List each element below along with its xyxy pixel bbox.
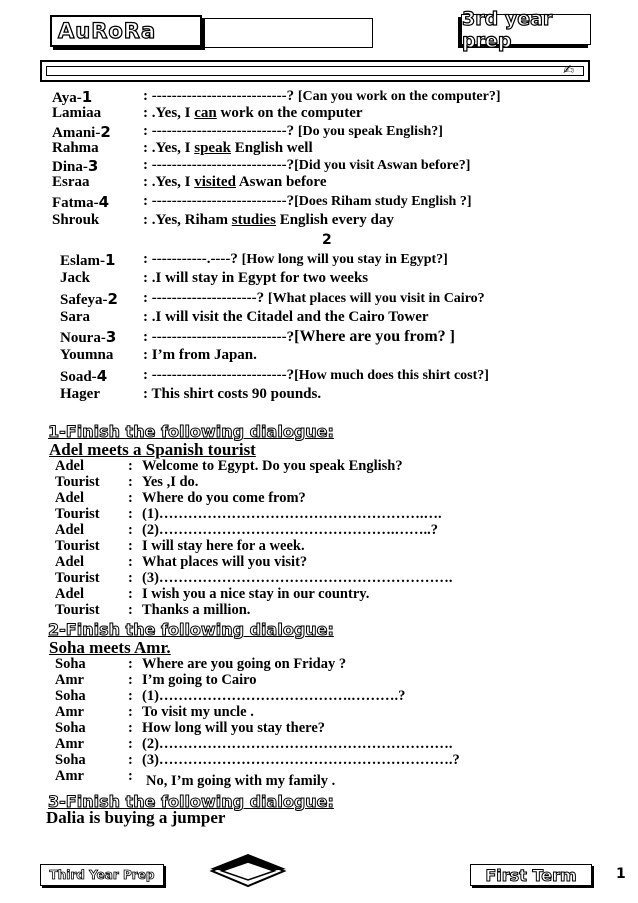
name-text: Dina- [52,159,88,175]
dialogue-speaker: Amr [55,768,84,784]
dialogue-colon: : [128,672,133,688]
answer-text: : .Yes, I [143,174,195,190]
question-line [143,290,485,307]
blank-line: : ---------------------------? [143,88,298,104]
exercise-2-last-answer: No, I’m going with my family . [146,773,336,789]
name-text: Soad- [60,369,97,385]
name-text: Fatma- [52,195,99,211]
student-name: Shrouk [52,212,100,228]
dialogue-text: I’m going to Cairo [142,672,257,688]
dialogue-colon: : [128,704,133,720]
dialogue-colon: : [128,538,133,554]
dialogue-colon: : [128,586,133,602]
dialogue-text: Where do you come from? [142,490,306,506]
dialogue-text: I wish you a nice stay in our country. [142,586,370,602]
dialogue-text: How long will you stay there? [142,720,325,736]
dialogue-colon: : [128,688,133,704]
underlined-verb: studies [231,212,276,228]
dialogue-text: (1)……………………………………………….…. [142,506,442,522]
dialogue-speaker: Amr [55,672,84,688]
question-hint: [How much does this shirt cost?] [294,368,489,383]
question-line [143,88,500,105]
dialogue-colon: : [128,736,133,752]
answer-text: work on the computer [216,105,363,121]
header-line [202,18,373,48]
question-line [143,193,472,210]
blank-line: : ---------------------------? [143,157,295,173]
dialogue-speaker: Tourist [55,570,100,586]
dialogue-colon: : [128,506,133,522]
question-line [143,157,470,174]
name-text: Aya- [52,90,82,106]
answer-text: English well [230,140,313,156]
question-line [143,367,489,384]
brand-logo: AuRoRa [50,15,202,47]
dialogue-text: Thanks a million. [142,602,251,618]
dialogue-text: (3)…………………………………………………….? [142,752,460,768]
exercise-1-subtitle: Adel meets a Spanish tourist [49,440,256,459]
student-name [52,193,109,212]
answer-text: English every day [275,212,394,228]
dialogue-speaker: Soha [55,720,86,736]
dialogue-colon: : [128,490,133,506]
dialogue-speaker: Soha [55,752,86,768]
dialogue-speaker: Amr [55,736,84,752]
student-name: Jack [60,270,90,286]
dialogue-speaker: Soha [55,656,86,672]
dialogue-text: Welcome to Egypt. Do you speak English? [142,458,403,474]
dialogue-speaker: Soha [55,688,86,704]
question-hint: [Does Riham study English ?] [294,194,472,209]
student-name: Youmna [60,347,114,363]
dialogue-colon: : [128,656,133,672]
student-name [60,328,116,347]
dialogue-speaker: Adel [55,490,84,506]
blank-line: : ---------------------------? [143,123,298,139]
answer-line [143,140,313,157]
footer-term-label: First Term [470,864,592,886]
answer-line [143,105,363,122]
student-name: Sara [60,309,90,325]
dialogue-speaker: Tourist [55,474,100,490]
answer-text: : .Yes, I [143,140,195,156]
question-hint: [Did you visit Aswan before?] [294,158,471,173]
exercise-2-title: 2-Finish the following dialogue: [48,620,334,639]
student-name: Esraa [52,174,90,190]
dialogue-speaker: Adel [55,522,84,538]
answer-line: : .I will stay in Egypt for two weeks [143,270,369,286]
answer-text: : .Yes, Riham [143,212,232,228]
name-number: 3 [105,328,117,346]
blank-line: : ---------------------------? [143,329,295,345]
question-line [143,251,448,268]
question-hint: [Can you work on the computer?] [297,89,501,104]
student-name: Rahma [52,140,99,156]
dialogue-text: Where are you going on Friday ? [142,656,347,672]
dialogue-text: (2)………………………………………….……..? [142,522,439,538]
blank-line: : ---------------------------? [143,367,295,383]
dialogue-colon: : [128,458,133,474]
dialogue-colon: : [128,752,133,768]
dialogue-text: I will stay here for a week. [142,538,305,554]
dialogue-colon: : [128,522,133,538]
blank-line: : -----------.----? [143,251,242,267]
dialogue-colon: : [128,554,133,570]
page-number: 1 [616,866,626,882]
student-name: Hager [60,386,100,402]
name-text: Eslam- [60,253,105,269]
dialogue-speaker: Tourist [55,602,100,618]
dialogue-text: (3)……………………………………………………. [142,570,453,586]
name-text: Amani- [52,125,101,141]
answer-text: Aswan before [235,174,327,190]
footer-grade-label: Third Year Prep [40,864,164,886]
question-line [143,328,455,346]
dialogue-speaker: Tourist [55,538,100,554]
dialogue-colon: : [128,474,133,490]
question-hint: [What places will you visit in Cairo? [267,291,485,306]
name-number: 4 [96,367,108,385]
dialogue-text: (2)……………………………………………………. [142,736,453,752]
dialogue-colon: : [128,602,133,618]
dialogue-colon: : [128,570,133,586]
answer-line: : .I will visit the Citadel and the Cairo Tower [143,309,429,325]
pen-icon: ✍ [563,63,574,78]
underlined-verb: can [194,105,217,121]
blank-line: : ---------------------------? [143,193,295,209]
dialogue-text: Yes ,I do. [142,474,199,490]
dialogue-text: What places will you visit? [142,554,308,570]
dialogue-text: To visit my uncle . [142,704,254,720]
exercise-3-title: 3-Finish the following dialogue: [48,792,334,811]
name-number: 1 [81,88,93,106]
name-number: 3 [87,157,99,175]
question-hint: [Do you speak English?] [297,124,443,139]
question-hint: [Where are you from? ] [294,328,455,345]
name-text: Safeya- [60,292,108,308]
dialogue-speaker: Tourist [55,506,100,522]
student-name [60,251,115,270]
dialogue-speaker: Amr [55,704,84,720]
top-bar [40,60,590,82]
section-number: 2 [322,232,332,248]
dialogue-colon: : [128,768,133,784]
student-name: Lamiaa [52,105,102,121]
answer-text: : .Yes, I [143,105,195,121]
name-text: Noura- [60,330,106,346]
student-name [60,367,107,386]
diamond-ornament [208,854,288,890]
dialogue-speaker: Adel [55,554,84,570]
underlined-verb: speak [194,140,231,156]
exercise-3-subtitle: Dalia is buying a jumper [46,808,226,827]
exercise-1-title: 1-Finish the following dialogue: [48,422,334,441]
underlined-verb: visited [194,174,236,190]
blank-line: : ---------------------? [143,290,268,306]
student-name [60,290,118,309]
name-number: 1 [105,251,116,269]
answer-line [143,212,394,229]
name-number: 4 [98,193,110,211]
question-line [143,123,443,140]
dialogue-text: (1)………………………………….……….? [142,688,406,704]
answer-line [143,174,326,191]
dialogue-colon: : [128,720,133,736]
name-number: 2 [107,290,118,308]
grade-badge: 3rd year prep [461,14,591,45]
dialogue-speaker: Adel [55,458,84,474]
question-hint: [How long will you stay in Egypt?] [241,252,448,267]
exercise-2-subtitle: Soha meets Amr. [49,638,171,657]
dialogue-speaker: Adel [55,586,84,602]
answer-line: : I’m from Japan. [143,347,257,363]
answer-line: : This shirt costs 90 pounds. [143,386,322,402]
name-number: 2 [100,123,111,141]
